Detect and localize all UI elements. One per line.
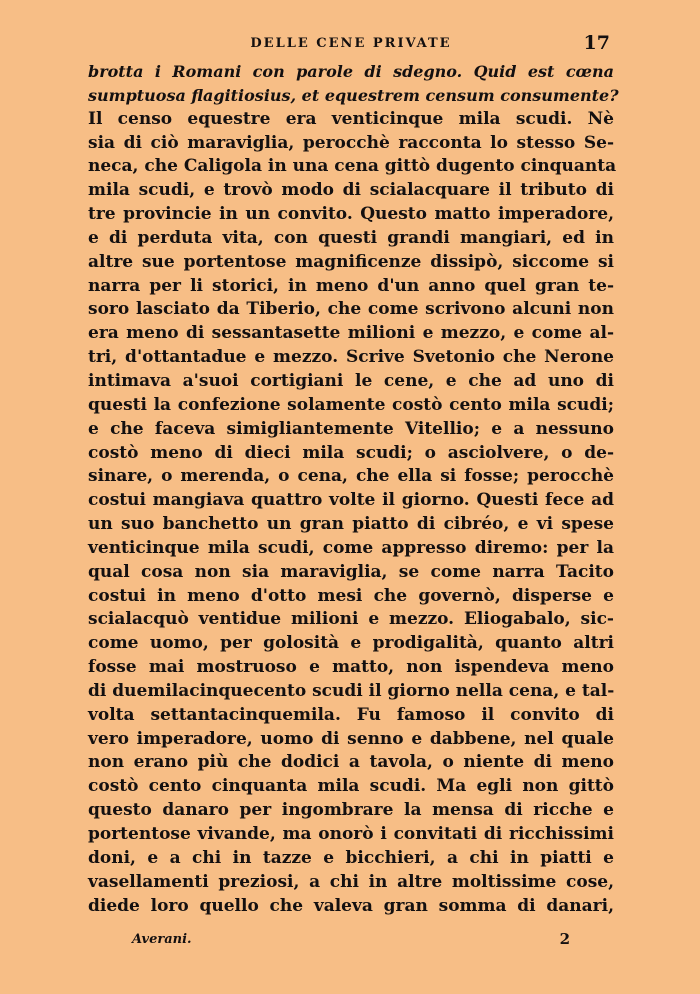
text-line: tri, d'ottantadue e mezzo. Scrive Svetonio che Nerone — [88, 347, 614, 368]
text-line: venticinque mila scudi, come appresso diremo: per la — [88, 537, 614, 558]
text-line: altre sue portentose magnificenze dissipò, siccome si — [88, 251, 614, 272]
text-line: e di perduta vita, con questi grandi mangiari, ed in — [88, 227, 614, 248]
text-line: questo danaro per ingombrare la mensa di ricche e — [88, 800, 614, 821]
text-line: mila scudi, e trovò modo di scialacquare il tributo di — [88, 180, 614, 201]
text-line: neca, che Caligola in una cena gittò dugento cinquanta — [88, 156, 617, 177]
page-number: 17 — [583, 32, 610, 54]
text-line: diede loro quello che valeva gran somma di danari, — [88, 895, 614, 916]
text-line: sia di ciò maraviglia, perocchè racconta lo stesso Se- — [88, 132, 614, 153]
text-line: volta settantacinquemila. Fu famoso il convito di — [88, 704, 614, 725]
running-head — [88, 32, 614, 60]
text-line: vasellamenti preziosi, a chi in altre moltissime cose, — [88, 871, 614, 892]
body-text — [88, 60, 619, 918]
text-line: costò meno di dieci mila scudi; o asciolvere, o de- — [88, 442, 614, 463]
text-line: non erano più che dodici a tavola, o niente di meno — [88, 752, 614, 773]
text-line: doni, e a chi in tazze e bicchieri, a chi in piatti e — [88, 847, 614, 868]
running-title: DELLE CENE PRIVATE — [250, 36, 452, 51]
text-line: un suo banchetto un gran piatto di cibréo, e vi spese — [88, 514, 614, 535]
text-line: soro lasciato da Tiberio, che come scrivono alcuni non — [88, 299, 614, 320]
text-line: come uomo, per golosità e prodigalità, quanto altri — [88, 633, 614, 654]
text-line: intimava a'suoi cortigiani le cene, e che ad uno di — [88, 370, 614, 391]
text-line: sumptuosa flagitiosius, et equestrem censum consumente? — [88, 85, 619, 105]
text-line: costui in meno d'otto mesi che governò, disperse e — [88, 585, 614, 606]
page-footer — [88, 930, 614, 952]
text-line: Il censo equestre era venticinque mila scudi. Nè — [88, 108, 614, 129]
text-line: sinare, o merenda, o cena, che ella si fosse; perocchè — [88, 466, 614, 487]
text-line: narra per li storici, in meno d'un anno quel gran te- — [88, 275, 614, 296]
text-line: vero imperadore, uomo di senno e dabbene, nel quale — [88, 728, 614, 749]
signature-mark: Averani. — [132, 932, 192, 947]
text-line: tre provincie in un convito. Questo matto imperadore, — [88, 204, 614, 225]
text-line: questi la confezione solamente costò cento mila scudi; — [88, 394, 614, 415]
text-line: scialacquò ventidue milioni e mezzo. Eliogabalo, sic- — [88, 609, 614, 630]
gathering-number: 2 — [559, 930, 570, 948]
text-line: era meno di sessantasette milioni e mezzo, e come al- — [88, 323, 614, 344]
text-line: qual cosa non sia maraviglia, se come narra Tacito — [88, 561, 614, 582]
text-line: costò cento cinquanta mila scudi. Ma egli non gittò — [88, 776, 614, 797]
text-line: di duemilacinquecento scudi il giorno nella cena, e tal- — [88, 680, 615, 701]
text-line: e che faceva simigliantemente Vitellio; e a nessuno — [88, 418, 614, 439]
text-line: brotta i Romani con parole di sdegno. Quid est cœna — [88, 62, 614, 81]
text-line: fosse mai mostruoso e matto, non ispendeva meno — [88, 657, 614, 678]
text-line: portentose vivande, ma onorò i convitati di ricchissimi — [88, 824, 614, 844]
book-page — [88, 32, 619, 962]
text-line: costui mangiava quattro volte il giorno. Questi fece ad — [88, 490, 614, 511]
